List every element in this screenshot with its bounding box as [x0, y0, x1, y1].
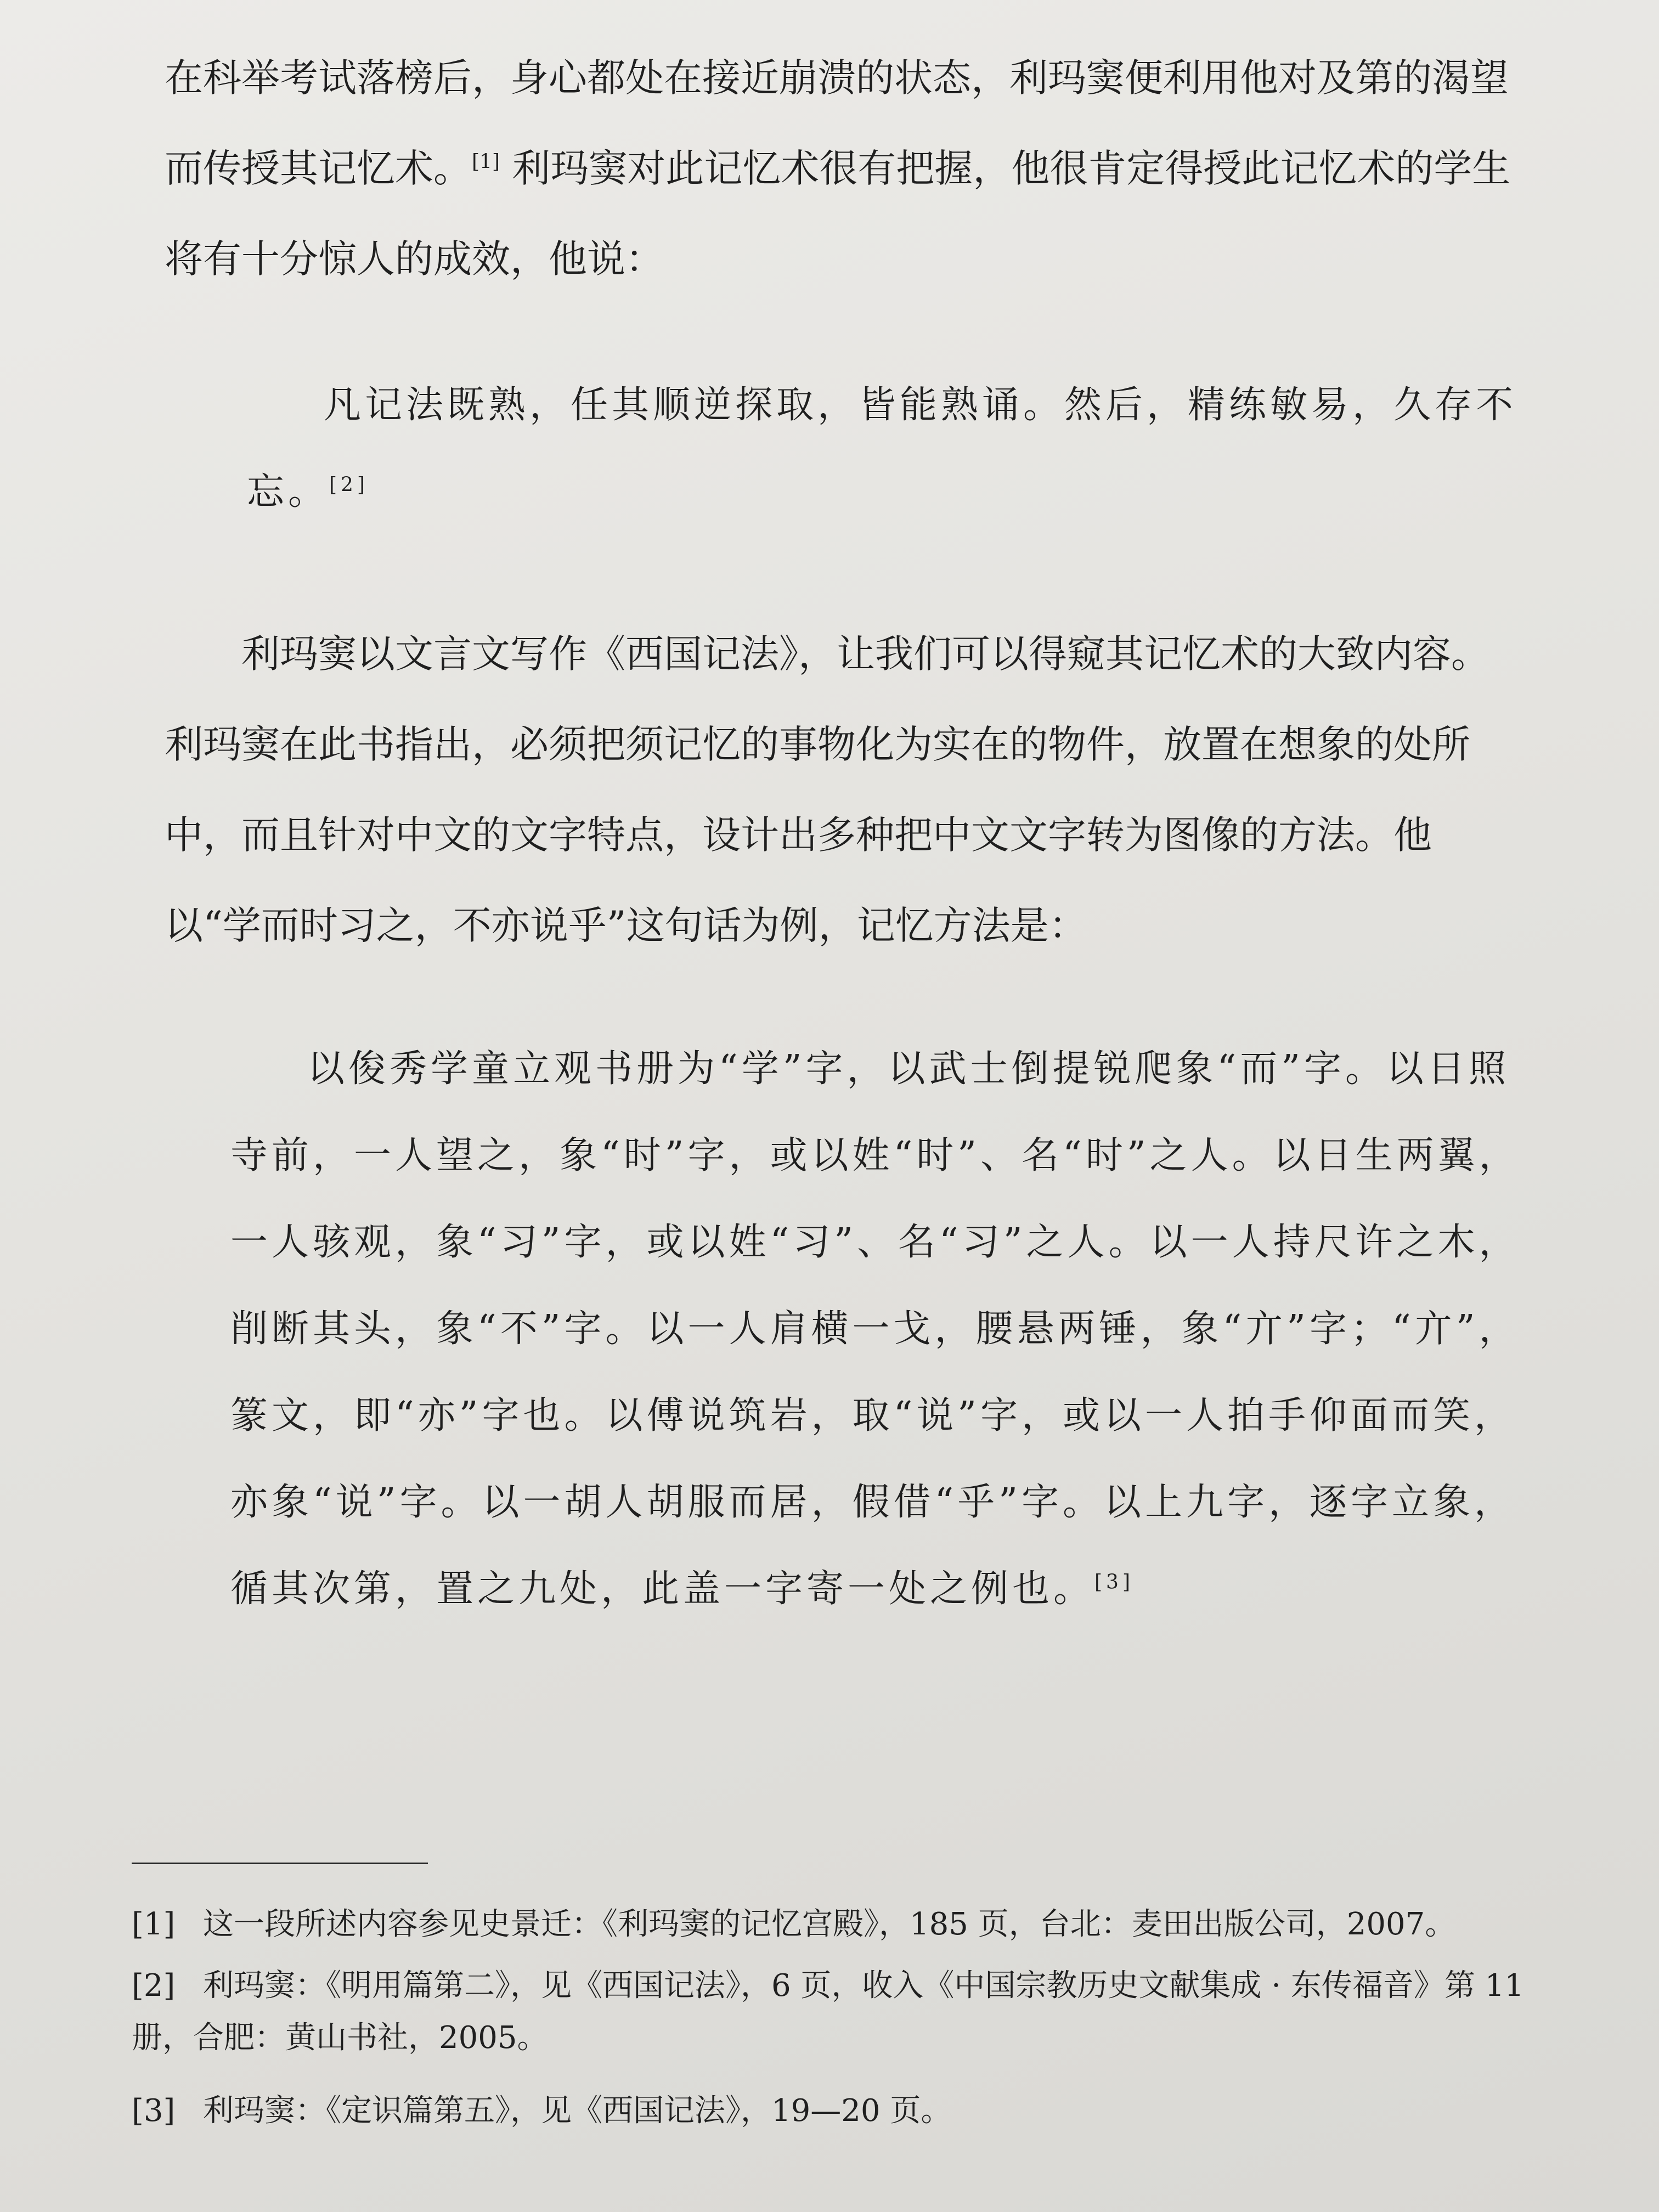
- footnote-1-text: 这一段所述内容参见史景迁：《利玛窦的记忆宫殿》，185 页，台北：麦田出版公司，2007。: [203, 1906, 1456, 1942]
- block-quote-1: [247, 362, 1520, 535]
- footnote-3-mark: [3]: [132, 2093, 176, 2129]
- paragraph-intro-text: 在科举考试落榜后，身心都处在接近崩溃的状态，利玛窦便利用他对及第的渴望而传授其记忆术。: [165, 55, 1509, 191]
- footnote-3: [132, 2085, 1536, 2137]
- footnote-ref-2: [2]: [329, 473, 369, 496]
- paragraph-method: [165, 609, 1520, 971]
- footnote-ref-1: [1]: [472, 150, 500, 173]
- footnote-3-text: 利玛窦：《定识篇第五》，见《西国记法》，19—20 页。: [203, 2093, 952, 2129]
- paragraph-intro: [165, 33, 1520, 304]
- footnote-1: [132, 1898, 1536, 1950]
- paragraph-method-text: 利玛窦以文言文写作《西国记法》，让我们可以得窥其记忆术的大致内容。利玛窦在此书指出，必须把须记忆的事物化为实在的物件，放置在想象的处所中，而且针对中文的文字特点，设计出多种把中文文字转为图像的方法。他以“学而时习之，不亦说乎”这句话为例，记忆方法是：: [165, 631, 1489, 948]
- block-quote-1-text: 凡记法既熟，任其顺逆探取，皆能熟诵。然后，精练敏易，久存不忘。: [247, 383, 1517, 514]
- block-quote-2-text: 以俊秀学童立观书册为“学”字，以武士倒提锐爬象“而”字。以日照寺前，一人望之，象“时”字，或以姓“时”、名“时”之人。以日生两翼，一人骇观，象“习”字，或以姓“习”、名“习”之人。以一人持尺许之木，削断其头，象“不”字。以一人肩横一戈，腰悬两锤，象“亣”字；“亣”，篆文，即“亦”字也。以傅说筑岩，取“说”字，或以一人拍手仰面而笑，亦象“说”字。以一胡人胡服而居，假借“乎”字。以上九字，逐字立象，循其次第，置之九处，此盖一字寄一处之例也。: [230, 1047, 1520, 1611]
- footnote-2: [132, 1960, 1536, 2064]
- footnote-1-mark: [1]: [132, 1906, 176, 1942]
- footnote-divider: [132, 1863, 428, 1864]
- footnote-2-mark: [2]: [132, 1968, 176, 2004]
- footnote-2-text: 利玛窦：《明用篇第二》，见《西国记法》，6 页，收入《中国宗教历史文献集成 · 东传福音》第 11 册，合肥：黄山书社，2005。: [132, 1968, 1524, 2056]
- footnote-ref-3: [3]: [1094, 1571, 1135, 1594]
- block-quote-2: [230, 1026, 1525, 1633]
- paragraph-intro-text-rest: 利玛窦对此记忆术很有把握，他很肯定得授此记忆术的学生将有十分惊人的成效，他说：: [165, 146, 1511, 281]
